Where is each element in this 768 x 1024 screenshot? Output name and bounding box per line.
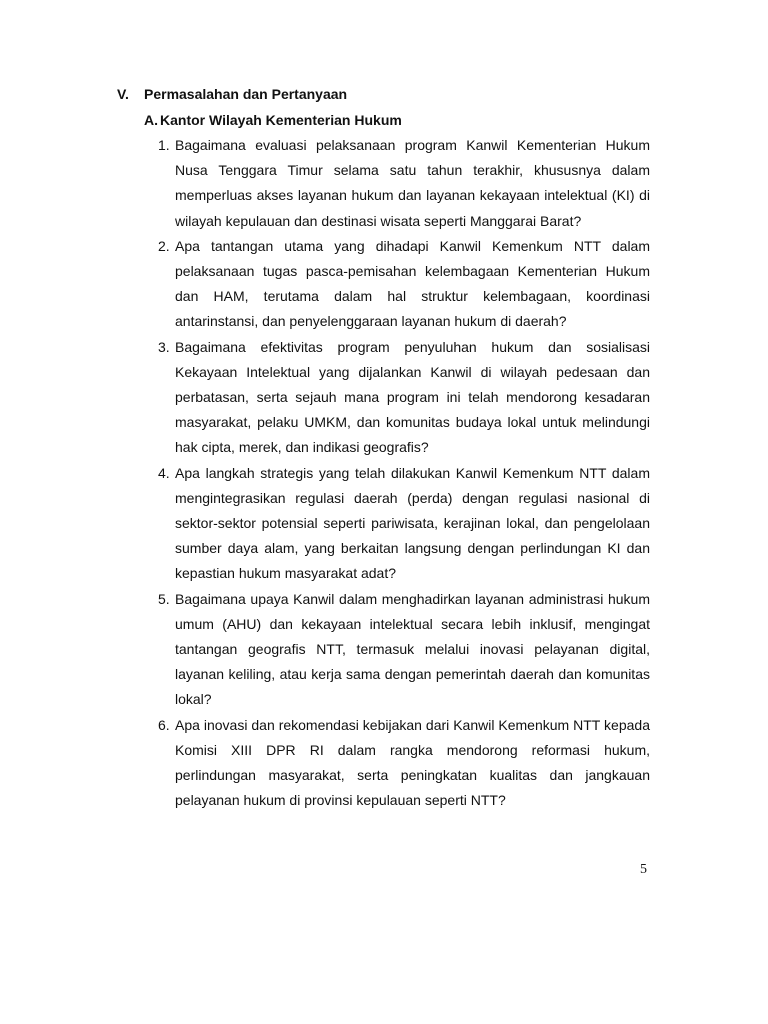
question-text: Apa langkah strategis yang telah dilakukan Kanwil Kemenkum NTT dalam mengintegrasikan regulasi daerah (perda) dengan regulasi nasional di sektor-sektor potensial seperti pariwisata, kerajinan lokal, dan pengelolaan sumber daya alam, yang berkaitan langsung dengan perlindungan KI dan kepastian hukum masyarakat adat?	[175, 464, 650, 582]
section-heading	[117, 86, 347, 102]
page-number: 5	[640, 862, 647, 877]
question-list	[150, 133, 650, 813]
question-item	[150, 587, 650, 713]
question-number: 2.	[158, 237, 170, 254]
question-text: Bagaimana evaluasi pelaksanaan program Kanwil Kementerian Hukum Nusa Tenggara Timur selama satu tahun terakhir, khususnya dalam memperluas akses layanan hukum dan layanan kekayaan intelektual (KI) di wilayah kepulauan dan destinasi wisata seperti Manggarai Barat?	[175, 137, 650, 229]
question-item	[150, 461, 650, 587]
question-number: 1.	[158, 137, 170, 153]
subsection-title: Kantor Wilayah Kementerian Hukum	[160, 112, 402, 128]
question-text: Bagaimana efektivitas program penyuluhan hukum dan sosialisasi Kekayaan Intelektual yang dijalankan Kanwil di wilayah pedesaan dan perbatasan, serta sejauh mana program ini telah mendorong kesadaran masyarakat, pelaku UMKM, dan komunitas budaya lokal untuk melindungi hak cipta, merek, dan indikasi geografis?	[175, 338, 650, 456]
section-number: V.	[117, 86, 129, 102]
question-item	[150, 713, 650, 814]
question-item	[150, 234, 650, 335]
question-number: 6.	[158, 716, 170, 733]
subsection-heading	[144, 112, 402, 128]
question-text: Bagaimana upaya Kanwil dalam menghadirkan layanan administrasi hukum umum (AHU) dan kekayaan intelektual secara lebih inklusif, mengingat tantangan geografis NTT, termasuk melalui inovasi pelayanan digital, layanan keliling, atau kerja sama dengan pemerintah daerah dan komunitas lokal?	[175, 590, 650, 708]
subsection-number: A.	[144, 112, 158, 128]
question-text: Apa tantangan utama yang dihadapi Kanwil Kemenkum NTT dalam pelaksanaan tugas pasca-pemisahan kelembagaan Kementerian Hukum dan HAM, terutama dalam hal struktur kelembagaan, koordinasi antarinstansi, dan penyelenggaraan layanan hukum di daerah?	[175, 237, 650, 330]
question-number: 5.	[158, 590, 170, 607]
question-item	[150, 133, 650, 234]
question-number: 4.	[158, 464, 170, 481]
question-number: 3.	[158, 338, 170, 355]
question-text: Apa inovasi dan rekomendasi kebijakan dari Kanwil Kemenkum NTT kepada Komisi XIII DPR RI dalam rangka mendorong reformasi hukum, perlindungan masyarakat, serta peningkatan kualitas dan jangkauan pelayanan hukum di provinsi kepulauan seperti NTT?	[175, 716, 650, 809]
question-item	[150, 335, 650, 461]
section-title: Permasalahan dan Pertanyaan	[144, 86, 348, 102]
